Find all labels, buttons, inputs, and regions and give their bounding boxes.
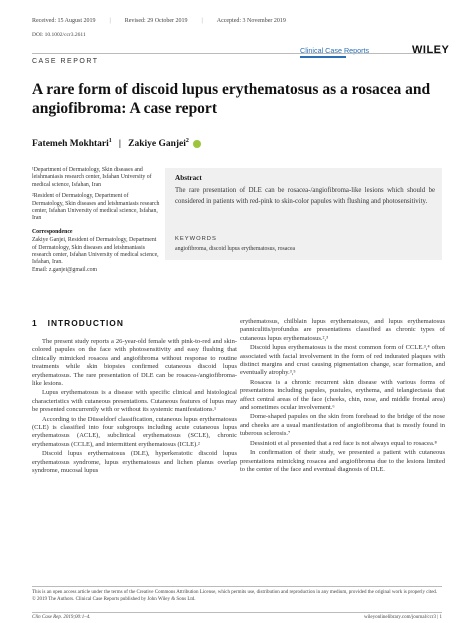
keywords-text: angiofibroma, discoid lupus erythematosus, rosacea [175,246,296,252]
paragraph: Dome-shaped papules on the skin from forehead to the bridge of the nose and cheeks are a usual manifestation of angiofibroma that is mostly found in tuberous sclerosis.⁷ [240,413,445,438]
paragraph: Lupus erythematosus is a disease with specific clinical and histological characteristics with cutaneous presentations. Cutaneous features of lupus may be presented concurrently with or without its systemic manifestations.¹ [32,389,237,414]
orcid-icon[interactable] [193,140,201,148]
article-type: CASE REPORT [32,58,99,65]
author-name[interactable]: Fatemeh Mokhtari [32,139,109,150]
article-dates [32,18,442,24]
affiliation: ²Resident of Dermatology, Department of Dermatology, Skin diseases and leishmaniasis research center, Isfahan University of medical science, Isfahan, Iran [32,193,160,222]
author-list [32,138,201,149]
abstract-text: The rare presentation of DLE can be rosacea-/angiofibroma-like lesions which should be considered in patients with red-pink to skin-color papules with flushing and photosensitivity. [175,187,435,205]
affiliation: ¹Department of Dermatology, Skin diseases and leishmaniasis research center, Isfahan University of medical science, Isfahan, Iran [32,167,152,188]
paragraph: The present study reports a 26-year-old female with pink-to-red and skin-colored papules on the face with photosensitivity and easy flushing that clinically mimicked rosacea and angiofibroma without response to routine treatments while skin biopsies confirmed cutaneous discoid lupus erythematosus. The rare presentation of DLE can be rosacea-/angiofibroma-like lesions. [32,338,237,388]
publisher-logo: WILEY [412,44,450,56]
body-column-right [240,318,445,474]
paragraph: erythematosus, chilblain lupus erythematosus, and lupus erythematosus panniculitis/profundus are presentations classified as chronic types of cutaneous lupus erythematosus.²,³ [240,318,445,342]
journal-url-page[interactable]: wileyonlinelibrary.com/journal/ccr3 | 1 [363,615,442,620]
section-title: INTRODUCTION [47,318,124,328]
separator: | [201,18,203,24]
author-separator: | [118,139,121,150]
paragraph: According to the Düsseldorf classification, cutaneous lupus erythematosus (CLE) is classified into four subgroups including acute cutaneous lupus erythematosus (ACLE), subclinical erythematosus (SCLE), chronic erythematosus (CCLE), and intermittent erythematosus (ICLE).² [32,415,237,448]
header-rule [32,53,442,54]
article-title: A rare form of discoid lupus erythematosus as a rosacea and angiofibroma: A case report [32,81,431,117]
separator: | [109,18,111,24]
keywords-heading: KEYWORDS [175,236,217,242]
correspondence-heading: Correspondence [32,228,73,235]
author-name[interactable]: Zakiye Ganjei [128,139,186,150]
journal-logo-text: Clinical Case Reports [300,46,370,55]
correspondence-email[interactable]: Email: z.ganjei@gmail.com [32,266,98,273]
paragraph: Dessinioti et al presented that a red face is not always equal to rosacea.⁸ [250,439,437,447]
accepted-date: Accepted: 3 November 2019 [216,18,286,24]
paragraph: Discoid lupus erythematosus (DLE), hyperkeratotic discoid lupus erythematosus syndrome, lupus erythematosus and lichen planus overlap syndrome, mucosal lupus [32,450,237,475]
section-heading [32,318,124,328]
body-column-left [32,338,237,476]
affiliations-column [32,167,160,278]
abstract-heading: Abstract [175,174,202,182]
revised-date: Revised: 29 October 2019 [124,18,188,24]
paragraph: Discoid lupus erythematosus is the most common form of CCLE.³,⁴ often associated with facial involvement in the form of red indurated plaques with distinct margins and crust causing pigmentation change, scar formation, and eventually atrophy.³,⁵ [240,344,445,377]
paragraph: Rosacea is a chronic recurrent skin disease with various forms of presentations including papules, pustules, erythema, and telangiectasia that affect central areas of the face (cheeks, chin, nose, and middle frontal area) and sometimes ocular involvement.⁶ [240,378,445,412]
journal-logo [300,46,369,58]
license-text: This is an open access article under the terms of the Creative Commons Attribution License, which permits use, distribution and reproduction in any medium, provided the original work is properly cited. [32,590,438,595]
section-number: 1 [32,318,38,328]
author-affiliation-mark: 2 [185,138,189,144]
footer-rule [32,586,442,587]
license-footer [32,590,442,603]
correspondence-text: Zakiye Ganjei, Resident of Dermatology, Department of Dermatology, Skin diseases and leishmaniasis research center, Isfahan University of medical science, Isfahan, Iran. [32,237,159,266]
author-affiliation-mark: 1 [108,138,112,144]
journal-logo-bar [300,56,346,58]
doi[interactable]: DOI: 10.1002/ccr3.2611 [32,32,86,38]
bottom-rule [32,612,442,613]
citation: Clin Case Rep. 2019;00:1–4. [32,615,91,620]
paragraph: In confirmation of their study, we presented a patient with cutaneous presentations mimicking rosacea and angiofibroma due to the lesions limited to the center of the face and eventual diagnosis of DLE. [240,449,445,473]
received-date: Received: 15 August 2019 [32,18,96,24]
copyright-text: © 2019 The Authors. Clinical Case Reports published by John Wiley & Sons Ltd. [32,596,196,602]
